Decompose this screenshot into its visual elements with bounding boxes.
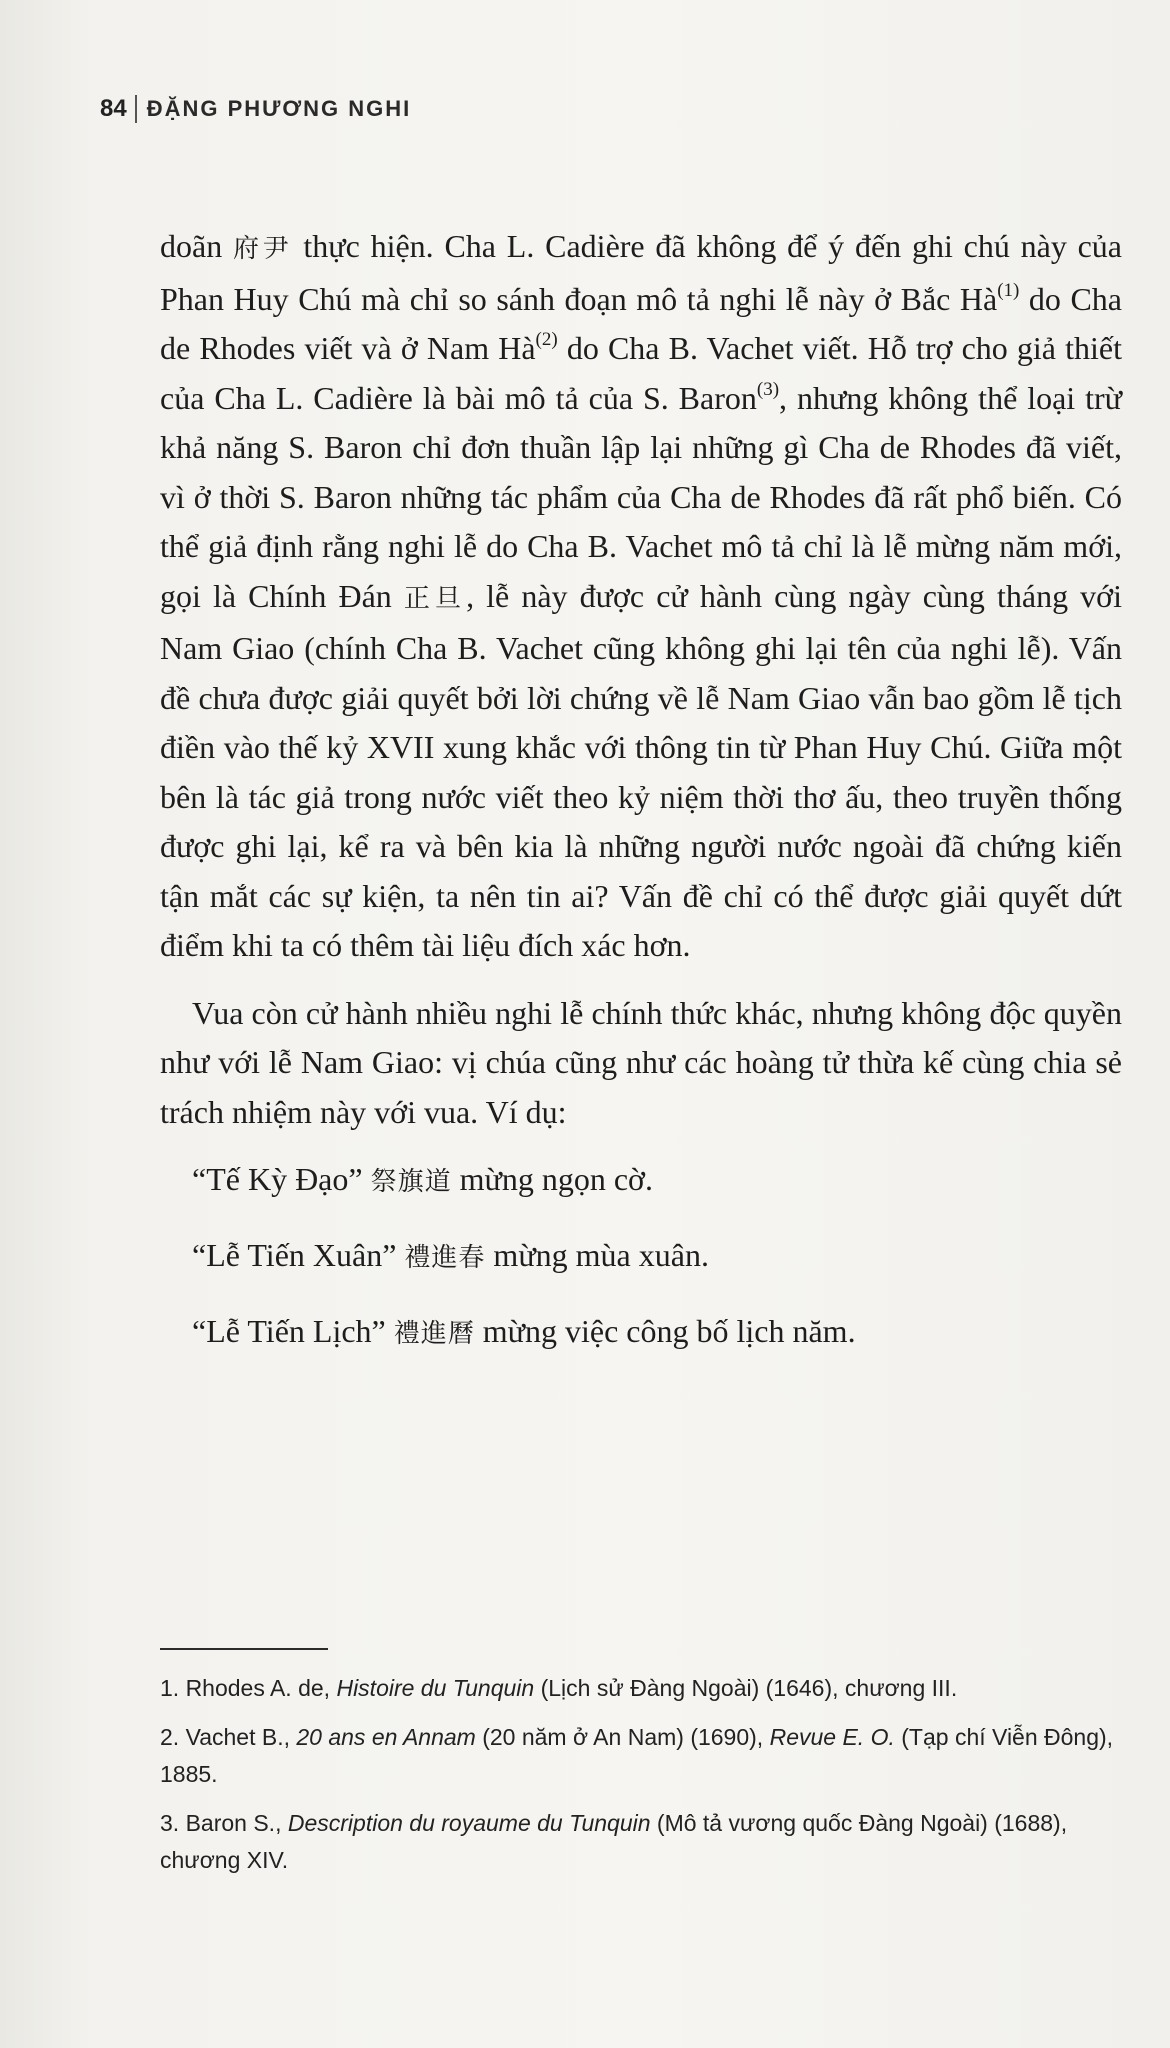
text-segment: do Cha de Rhodes viết và ở Nam Hà [160,280,1123,366]
footnote-divider [160,1648,328,1650]
ritual-item [160,1155,1122,1231]
ritual-item [160,1231,1122,1307]
footnote-text: 2. Vachet B., [160,1724,297,1750]
footnote-1 [160,1670,1120,1707]
ritual-name: “Lễ Tiến Lịch” [192,1313,386,1349]
footnote-ref-3: (3) [756,378,780,400]
body-text [160,222,1122,1383]
text-segment: thực hiện. Cha L. Cadière đã không để ý đến ghi chú này của Phan Huy Chú mà chỉ so sánh đoạn mô tả nghi lễ này ở Bắc Hà [160,228,1123,317]
footnote-text: 3. Baron S., [160,1810,288,1836]
text-segment: , nhưng không thể loại trừ khả năng S. Baron chỉ đơn thuần lập lại những gì Cha de Rhodes đã viết, vì ở thời S. Baron những tác phẩm của Cha de Rhodes đã rất phổ biến. Có thể giả định rằng nghi lễ do Cha B. Vachet mô tả chỉ là lễ mừng năm mới, gọi là Chính Đán [160,379,1123,614]
footnote-text: (Tạp chí Viễn Đông), 1885. [160,1724,1114,1787]
page-header [100,95,411,123]
ritual-chinese: 禮進春 [404,1243,486,1273]
text-segment: do Cha B. Vachet viết. Hỗ trợ cho giả thiết của Cha L. Cadière là bài mô tả của S. Baron [160,330,1123,416]
footnote-title: Description du royaume du Tunquin [287,1810,651,1836]
footnotes [160,1670,1120,1891]
ritual-list [160,1155,1122,1383]
paragraph-2: Vua còn cử hành nhiều nghi lễ chính thức khác, nhưng không độc quyền như với lễ Nam Giao: vị chúa cũng như các hoàng tử thừa kế cùng chia sẻ trách nhiệm này với vua. Ví dụ: [160,994,1122,1130]
header-divider [135,95,137,123]
page-number: 84 [100,95,127,122]
ritual-name: “Tế Kỳ Đạo” [192,1161,363,1197]
ritual-item [160,1307,1122,1383]
footnote-ref-2: (2) [535,329,558,350]
footnote-2 [160,1719,1120,1793]
footnote-3 [160,1805,1120,1879]
footnote-text: (20 năm ở An Nam) (1690), [475,1724,770,1750]
ritual-chinese: 祭旗道 [370,1167,452,1197]
ritual-name: “Lễ Tiến Xuân” [192,1237,397,1273]
ritual-description: mừng ngọn cờ. [459,1161,653,1197]
chinese-characters: 正旦 [403,583,467,614]
chinese-characters: 府尹 [233,234,293,264]
footnote-ref-1: (1) [997,279,1020,301]
footnote-text: (Mô tả vương quốc Đàng Ngoài) (1688), chương XIV. [160,1810,1068,1873]
footnote-text: (Lịch sử Đàng Ngoài) (1646), chương III. [534,1675,958,1701]
ritual-chinese: 禮進曆 [393,1319,475,1349]
footnote-title: Histoire du Tunquin [336,1675,535,1701]
text-segment: doãn [160,228,233,264]
paragraph-1 [160,222,1122,971]
text-segment: , lễ này được cử hành cùng ngày cùng tháng với Nam Giao (chính Cha B. Vachet cũng không ghi lại tên của nghi lễ). Vấn đề chưa được giải quyết bởi lời chứng về lễ Nam Giao vẫn bao gồm lễ tịch điền vào thế kỷ XVII xung khắc với thông tin từ Phan Huy Chú. Giữa một bên là tác giả trong nước viết theo kỷ niệm thời thơ ấu, theo truyền thống được ghi lại, kể ra và bên kia là những người nước ngoài đã chứng kiến tận mắt các sự kiện, ta nên tin ai? Vấn đề chỉ có thể được giải quyết dứt điểm khi ta có thêm tài liệu đích xác hơn. [160,577,1122,963]
running-title: ĐẶNG PHƯƠNG NGHI [146,96,412,121]
footnote-text: 1. Rhodes A. de, [160,1675,337,1701]
ritual-description: mừng mùa xuân. [493,1237,709,1273]
footnote-title: Revue E. O. [769,1724,895,1750]
footnote-title: 20 ans en Annam [296,1724,476,1750]
ritual-description: mừng việc công bố lịch năm. [482,1313,856,1349]
